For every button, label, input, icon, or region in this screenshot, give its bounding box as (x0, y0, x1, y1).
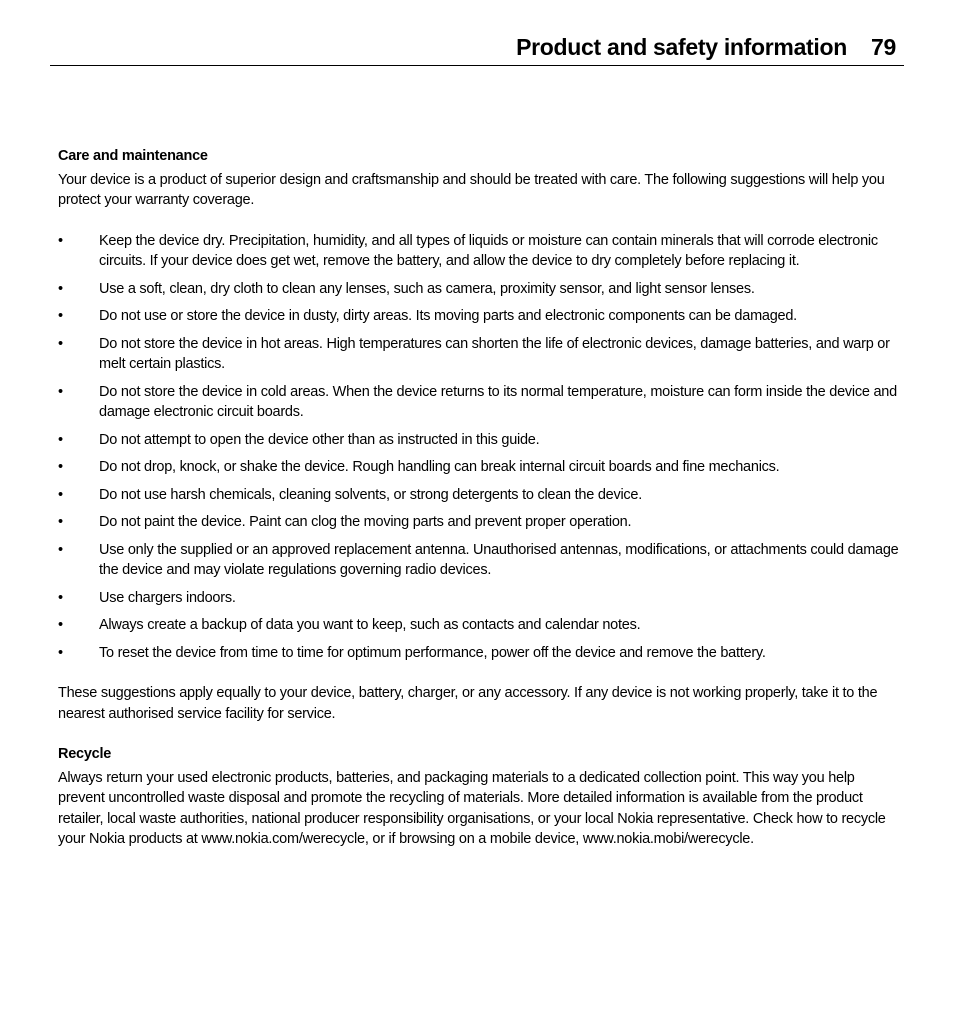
section-heading-recycle: Recycle (58, 746, 112, 762)
list-item (58, 512, 900, 533)
list-item-text: Do not use or store the device in dusty, dirty areas. Its moving parts and electronic components can be damaged. (99, 308, 797, 324)
recycle-section (58, 744, 900, 850)
list-item-text: Do not store the device in cold areas. When the device returns to its normal temperature, moisture can form inside the device and damage electronic circuit boards. (99, 383, 897, 420)
bullet-icon: • (58, 459, 63, 475)
care-closing-paragraph: These suggestions apply equally to your device, battery, charger, or any accessory. If any device is not working properly, take it to the nearest authorised service facility for service. (58, 685, 878, 722)
list-item (58, 334, 900, 375)
care-bullet-list (58, 231, 900, 664)
page-header (50, 28, 904, 66)
list-item-text: Do not drop, knock, or shake the device. Rough handling can break internal circuit boards and fine mechanics. (99, 459, 780, 475)
bullet-icon: • (58, 486, 63, 503)
list-item-text: Do not store the device in hot areas. High temperatures can shorten the life of electronic devices, damage batteries, and warp or melt certain plastics. (99, 335, 890, 372)
list-item-text: Use a soft, clean, dry cloth to clean any lenses, such as camera, proximity sensor, and light sensor lenses. (99, 280, 755, 297)
bullet-icon: • (58, 589, 63, 606)
list-item (58, 430, 900, 451)
page-content (58, 146, 900, 850)
recycle-paragraph: Always return your used electronic products, batteries, and packaging materials to a dedicated collection point. This way you help prevent uncontrolled waste disposal and promote the recycling of materials. More detailed information is available from the product retailer, local waste authorities, national producer responsibility organisations, or your local Nokia representative. Check how to recycle your Nokia products at www.nokia.com/werecycle, or if browsing on a mobile device, www.nokia.mobi/werecycle. (58, 769, 886, 847)
bullet-icon: • (58, 280, 63, 297)
list-item-text: Do not paint the device. Paint can clog the moving parts and prevent proper operation. (99, 514, 632, 530)
bullet-icon: • (58, 335, 63, 352)
list-item-text: Always create a backup of data you want to keep, such as contacts and calendar notes. (99, 617, 641, 633)
list-item (58, 615, 900, 636)
list-item (58, 485, 900, 506)
bullet-icon: • (58, 617, 63, 633)
list-item (58, 279, 900, 300)
list-item-text: Keep the device dry. Precipitation, humidity, and all types of liquids or moisture can contain minerals that will corrode electronic circuits. If your device does get wet, remove the battery, and allow the device to dry completely before replacing it. (99, 232, 878, 269)
page-title: Product and safety information (516, 34, 848, 60)
bullet-icon: • (58, 644, 63, 661)
bullet-icon: • (58, 232, 63, 249)
care-intro-paragraph: Your device is a product of superior design and craftsmanship and should be treated with care. The following suggestions will help you protect your warranty coverage. (58, 171, 885, 208)
header-title-row (516, 34, 896, 61)
list-item (58, 457, 900, 478)
bullet-icon: • (58, 514, 63, 530)
bullet-icon: • (58, 431, 63, 448)
list-item-text: To reset the device from time to time for optimum performance, power off the device and remove the battery. (99, 644, 766, 661)
list-item (58, 540, 900, 581)
list-item-text: Use only the supplied or an approved replacement antenna. Unauthorised antennas, modifications, or attachments could damage the device and may violate regulations governing radio devices. (99, 541, 899, 578)
bullet-icon: • (58, 383, 63, 400)
page-number: 79 (871, 34, 896, 60)
bullet-icon: • (58, 308, 63, 324)
list-item-text: Do not use harsh chemicals, cleaning solvents, or strong detergents to clean the device. (99, 486, 643, 503)
list-item (58, 382, 900, 423)
list-item-text: Use chargers indoors. (99, 589, 236, 606)
section-heading-care: Care and maintenance (58, 148, 208, 164)
list-item (58, 588, 900, 609)
care-and-maintenance-section (58, 146, 900, 724)
list-item-text: Do not attempt to open the device other than as instructed in this guide. (99, 431, 540, 448)
list-item (58, 231, 900, 272)
list-item (58, 643, 900, 664)
list-item (58, 306, 900, 327)
bullet-icon: • (58, 541, 63, 558)
